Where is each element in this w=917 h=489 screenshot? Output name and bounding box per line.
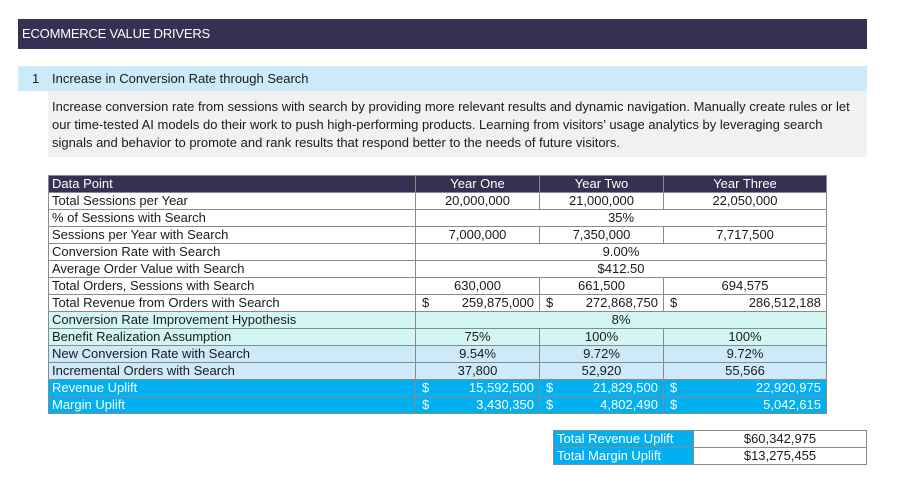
currency-symbol: $	[670, 397, 678, 412]
cell-year-one: 7,000,000	[416, 227, 540, 244]
amount: 15,592,500	[468, 380, 534, 395]
cell-year-three: 55,566	[664, 363, 827, 380]
table-row	[49, 363, 827, 380]
cell-year-one: 20,000,000	[416, 193, 540, 210]
table-row	[49, 380, 827, 397]
row-label: Total Orders, Sessions with Search	[49, 278, 416, 295]
cell-year-three	[664, 295, 827, 312]
section-header	[18, 66, 867, 91]
cell-year-two: 21,000,000	[540, 193, 664, 210]
header-year-three: Year Three	[664, 176, 827, 193]
section-title: Increase in Conversion Rate through Search	[52, 71, 309, 86]
cell-year-two: 661,500	[540, 278, 664, 295]
total-revenue-row	[554, 431, 867, 448]
cell-year-one: 75%	[416, 329, 540, 346]
row-label: Conversion Rate with Search	[49, 244, 416, 261]
cell-year-three: 694,575	[664, 278, 827, 295]
page-banner	[18, 19, 867, 49]
total-margin-label: Total Margin Uplift	[554, 448, 694, 465]
row-label: Revenue Uplift	[49, 380, 416, 397]
table-row	[49, 244, 827, 261]
table-row	[49, 210, 827, 227]
table-header-row	[49, 176, 827, 193]
cell-year-three: 7,717,500	[664, 227, 827, 244]
section-description: Increase conversion rate from sessions with search by providing more relevant results and dynamic navigation. Manually create rules or let our time-tested AI models do their work to push high-performing products. Learning from visitors’ usage analytics by leveraging search signals and behavior to promote and rank results that respond better to the needs of future visitors.	[48, 91, 867, 157]
table-row	[49, 193, 827, 210]
currency-symbol: $	[422, 397, 430, 412]
table-row	[49, 261, 827, 278]
header-year-two: Year Two	[540, 176, 664, 193]
value-driver-table	[48, 175, 827, 414]
amount: 3,430,350	[476, 397, 534, 412]
amount: 286,512,188	[748, 295, 821, 310]
header-data-point: Data Point	[49, 176, 416, 193]
cell-year-one	[416, 295, 540, 312]
cell-year-one	[416, 397, 540, 414]
cell-year-two: 100%	[540, 329, 664, 346]
header-year-one: Year One	[416, 176, 540, 193]
currency-symbol: $	[422, 380, 430, 395]
cell-year-one: 9.54%	[416, 346, 540, 363]
cell-year-one: 37,800	[416, 363, 540, 380]
amount: 272,868,750	[585, 295, 658, 310]
section-number: 1	[32, 71, 40, 86]
row-label: Total Sessions per Year	[49, 193, 416, 210]
cell-year-three	[664, 397, 827, 414]
cell-year-one: 630,000	[416, 278, 540, 295]
cell-year-two	[540, 295, 664, 312]
total-revenue-value: $60,342,975	[694, 431, 867, 448]
cell-year-three: 9.72%	[664, 346, 827, 363]
cell-year-three: 22,050,000	[664, 193, 827, 210]
row-label: % of Sessions with Search	[49, 210, 416, 227]
amount: 22,920,975	[755, 380, 821, 395]
row-label: New Conversion Rate with Search	[49, 346, 416, 363]
merged-cell: 8%	[416, 312, 827, 329]
currency-symbol: $	[422, 295, 430, 310]
table-row	[49, 295, 827, 312]
currency-symbol: $	[546, 380, 554, 395]
cell-year-three	[664, 380, 827, 397]
cell-year-three: 100%	[664, 329, 827, 346]
total-revenue-label: Total Revenue Uplift	[554, 431, 694, 448]
currency-symbol: $	[546, 295, 554, 310]
cell-year-two	[540, 397, 664, 414]
cell-year-two: 9.72%	[540, 346, 664, 363]
table-row	[49, 346, 827, 363]
row-label: Incremental Orders with Search	[49, 363, 416, 380]
row-label: Sessions per Year with Search	[49, 227, 416, 244]
cell-year-one	[416, 380, 540, 397]
amount: 5,042,615	[763, 397, 821, 412]
table-row	[49, 329, 827, 346]
currency-symbol: $	[670, 295, 678, 310]
total-margin-row	[554, 448, 867, 465]
currency-symbol: $	[546, 397, 554, 412]
cell-year-two: 7,350,000	[540, 227, 664, 244]
merged-cell: $412.50	[416, 261, 827, 278]
cell-year-two	[540, 380, 664, 397]
banner-title: ECOMMERCE VALUE DRIVERS	[22, 26, 211, 41]
merged-cell: 9.00%	[416, 244, 827, 261]
total-margin-value: $13,275,455	[694, 448, 867, 465]
row-label: Margin Uplift	[49, 397, 416, 414]
row-label: Average Order Value with Search	[49, 261, 416, 278]
table-row	[49, 227, 827, 244]
row-label: Conversion Rate Improvement Hypothesis	[49, 312, 416, 329]
table-row	[49, 397, 827, 414]
row-label: Benefit Realization Assumption	[49, 329, 416, 346]
currency-symbol: $	[670, 380, 678, 395]
merged-cell: 35%	[416, 210, 827, 227]
amount: 4,802,490	[600, 397, 658, 412]
amount: 259,875,000	[461, 295, 534, 310]
totals-table	[553, 430, 867, 465]
amount: 21,829,500	[592, 380, 658, 395]
table-row	[49, 278, 827, 295]
row-label: Total Revenue from Orders with Search	[49, 295, 416, 312]
table-row	[49, 312, 827, 329]
cell-year-two: 52,920	[540, 363, 664, 380]
